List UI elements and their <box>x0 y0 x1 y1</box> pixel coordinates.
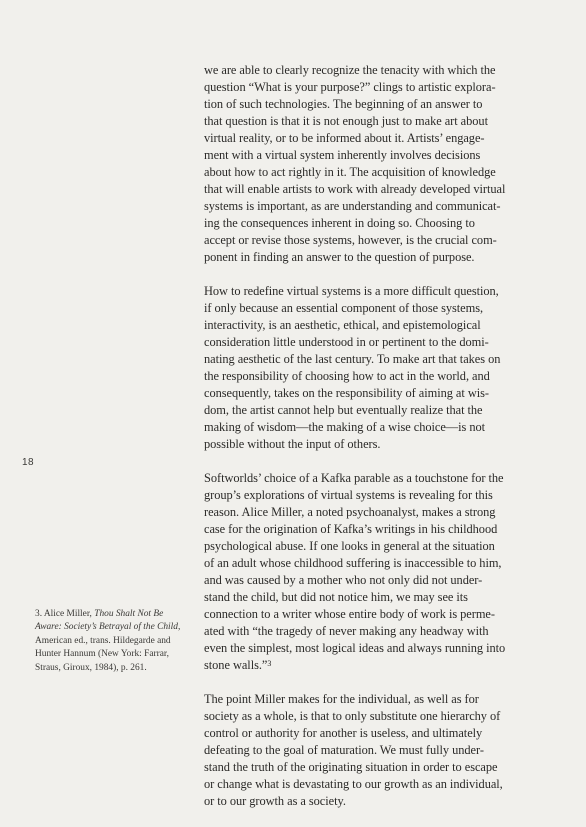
text-line <box>204 130 496 147</box>
text-line <box>204 147 496 164</box>
line-text: tion of such technologies. The beginning of an answer to <box>204 97 483 111</box>
footnote-line: Straus, Giroux, 1984), p. 261. <box>35 662 147 673</box>
line-text: question “What is your purpose?” clings to artistic explora- <box>204 80 496 94</box>
text-line <box>204 708 501 725</box>
text-line <box>204 691 496 708</box>
text-line <box>204 385 496 402</box>
footnote-line: Hunter Hannum (New York: Farrar, <box>35 649 169 660</box>
line-text: dom, the artist cannot help but eventually realize that the <box>204 403 483 417</box>
paragraph <box>204 283 501 453</box>
text-line <box>204 113 496 130</box>
text-line <box>204 198 501 215</box>
text-line <box>204 300 496 317</box>
body-text <box>204 62 506 827</box>
text-line <box>204 249 496 266</box>
line-text: the responsibility of choosing how to act in the world, and <box>204 369 490 383</box>
text-line <box>204 504 496 521</box>
text-line <box>204 623 496 640</box>
line-text: Softworlds’ choice of a Kafka parable as a touchstone for the <box>204 471 504 485</box>
text-line <box>204 725 496 742</box>
footnote-title: Aware: Society’s Betrayal of the Child, <box>35 622 181 633</box>
footnote-marker: 3 <box>267 659 272 668</box>
line-text: consequently, takes on the responsibility of aiming at wis- <box>204 386 489 400</box>
text-line <box>204 402 496 419</box>
text-line <box>204 487 496 504</box>
line-text: control or authority for another is useless, and ultimately <box>204 726 483 740</box>
line-text: ment with a virtual system inherently involves decisions <box>204 148 481 162</box>
paragraph <box>204 62 506 266</box>
line-text: The point Miller makes for the individual, as well as for <box>204 692 479 706</box>
text-line <box>204 96 496 113</box>
line-text: that question is that it is not enough just to make art about <box>204 114 488 128</box>
line-text: and was caused by a mother who not only did not under- <box>204 573 483 587</box>
line-text: if only because an essential component of those systems, <box>204 301 484 315</box>
footnote-line: American ed., trans. Hildegarde and <box>35 635 171 646</box>
line-text: of an adult whose childhood suffering is inaccessible to him, <box>204 556 502 570</box>
text-line <box>204 334 496 351</box>
line-text: we are able to clearly recognize the tenacity with which the <box>204 63 496 77</box>
footnote-title: Thou Shalt Not Be <box>94 609 164 619</box>
text-line <box>204 283 499 300</box>
line-text: that will enable artists to work with already developed virtual <box>204 182 506 196</box>
line-text: stand the truth of the originating situation in order to escape <box>204 760 498 774</box>
text-line <box>204 317 496 334</box>
text-line <box>204 436 496 453</box>
line-text: defeating to the goal of maturation. We must fully under- <box>204 743 484 757</box>
line-text: psychological abuse. If one looks in general at the situation <box>204 539 495 553</box>
line-text: ponent in finding an answer to the question of purpose. <box>204 250 475 264</box>
paragraph <box>204 470 506 674</box>
text-line <box>204 215 496 232</box>
line-text: or to our growth as a society. <box>204 794 346 808</box>
footnote-number: 3. <box>35 609 43 619</box>
footnote-author: Alice Miller, <box>43 609 92 619</box>
text-line <box>204 164 496 181</box>
line-text: stone walls.” <box>204 658 268 672</box>
text-line <box>204 776 503 793</box>
footnote-line <box>35 621 195 634</box>
text-line <box>204 470 504 487</box>
text-line <box>204 589 496 606</box>
text-line <box>204 351 501 368</box>
line-text: society as a whole, is that to only substitute one hierarchy of <box>204 709 501 723</box>
line-text: virtual reality, or to be informed about it. Artists’ engage- <box>204 131 485 145</box>
line-text: reason. Alice Miller, a noted psychoanalyst, makes a strong <box>204 505 496 519</box>
line-text: group’s explorations of virtual systems is revealing for this <box>204 488 493 502</box>
line-text: or change what is devastating to our growth as an individual, <box>204 777 503 791</box>
page-number: 18 <box>22 457 35 468</box>
text-line <box>204 419 496 436</box>
text-line <box>204 793 496 810</box>
text-line <box>204 657 496 674</box>
line-text: even the simplest, most logical ideas and always running into <box>204 641 506 655</box>
line-text: ing the consequences inherent in doing so. Choosing to <box>204 216 475 230</box>
text-line <box>204 606 496 623</box>
line-text: ated with “the tragedy of never making any headway with <box>204 624 489 638</box>
text-line <box>204 759 496 776</box>
text-line <box>204 742 496 759</box>
line-text: systems is important, as are understanding and communicat- <box>204 199 501 213</box>
line-text: interactivity, is an aesthetic, ethical, and epistemological <box>204 318 481 332</box>
footnote-3 <box>35 608 195 675</box>
line-text: How to redefine virtual systems is a more difficult question, <box>204 284 499 298</box>
text-line <box>204 572 496 589</box>
text-line <box>204 232 496 249</box>
footnote-line <box>35 608 195 621</box>
line-text: possible without the input of others. <box>204 437 381 451</box>
text-line <box>204 538 496 555</box>
line-text: accept or revise those systems, however, is the crucial com- <box>204 233 497 247</box>
line-text: about how to act rightly in it. The acquisition of knowledge <box>204 165 496 179</box>
line-text: case for the origination of Kafka’s writings in his childhood <box>204 522 498 536</box>
text-line <box>204 181 506 198</box>
text-line <box>204 79 496 96</box>
text-line <box>204 521 496 538</box>
line-text: making of wisdom—the making of a wise choice—is not <box>204 420 486 434</box>
text-line <box>204 640 506 657</box>
line-text: connection to a writer whose entire body of work is perme- <box>204 607 495 621</box>
text-line <box>204 62 496 79</box>
line-text: nating aesthetic of the last century. To make art that takes on <box>204 352 501 366</box>
text-line <box>204 555 502 572</box>
line-text: stand the child, but did not notice him, we may see its <box>204 590 468 604</box>
line-text: consideration little understood in or pertinent to the domi- <box>204 335 489 349</box>
text-line <box>204 368 496 385</box>
paragraph <box>204 691 503 810</box>
